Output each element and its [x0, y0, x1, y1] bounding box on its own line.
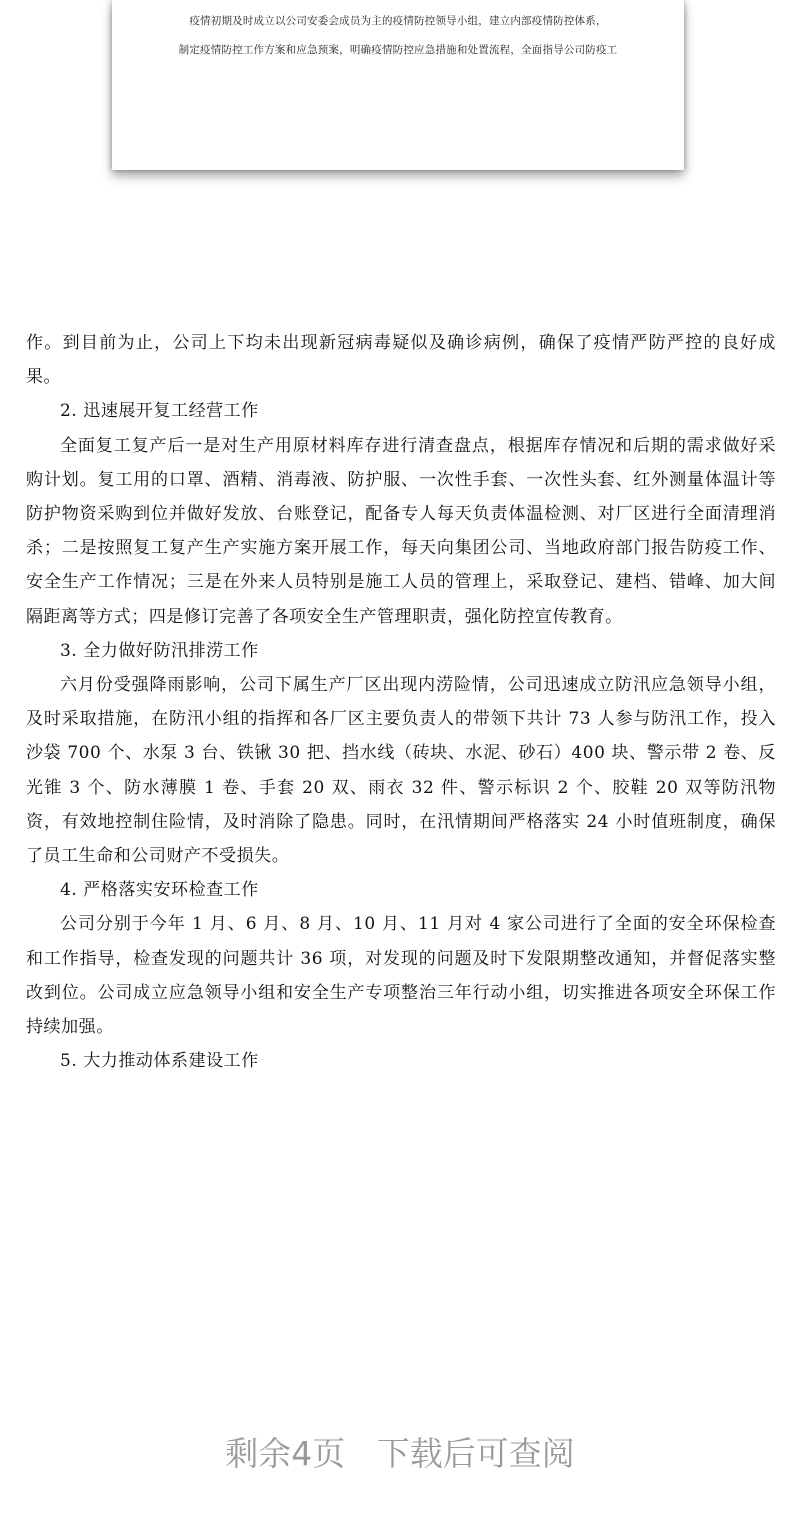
- document-body: [26, 326, 776, 1078]
- section-heading: 4. 严格落实安环检查工作: [60, 880, 259, 901]
- download-to-read-more-link[interactable]: 剩余4页 下载后可查阅: [225, 1434, 575, 1473]
- paragraph: 全面复工复产后一是对生产用原材料库存进行清查盘点，根据库存情况和后期的需求做好采购计划。复工用的口罩、酒精、消毒液、防护服、一次性手套、一次性头套、红外测量体温计等防护物资采购到位并做好发放、台账登记，配备专人每天负责体温检测、对厂区进行全面清理消杀；二是按照复工复产生产实施方案开展工作，每天向集团公司、当地政府部门报告防疫工作、安全生产工作情况；三是在外来人员特别是施工人员的管理上，采取登记、建档、错峰、加大间隔距离等方式；四是修订完善了各项安全生产管理职责，强化防控宣传教育。: [26, 435, 776, 627]
- section-heading: 3. 全力做好防汛排涝工作: [60, 640, 259, 661]
- page-preview-card: [112, 0, 684, 170]
- section-heading: 5. 大力推动体系建设工作: [60, 1051, 259, 1072]
- paragraph: 作。到目前为止，公司上下均未出现新冠病毒疑似及确诊病例，确保了疫情严防严控的良好成果。: [26, 333, 776, 388]
- paragraph: 公司分别于今年 1 月、6 月、8 月、10 月、11 月对 4 家公司进行了全面的安全环保检查和工作指导，检查发现的问题共计 36 项，对发现的问题及时下发限期整改通知，并督促落实整改到位。公司成立应急领导小组和安全生产专项整治三年行动小组，切实推进各项安全环保工作持续加强。: [26, 914, 776, 1038]
- section-heading: 2. 迅速展开复工经营工作: [60, 401, 259, 422]
- preview-text-line: 疫情初期及时成立以公司安委会成员为主的疫情防控领导小组，建立内部疫情防控体系，: [189, 15, 607, 27]
- preview-text-line: 制定疫情防控工作方案和应急预案，明确疫情防控应急措施和处置流程，全面指导公司防疫工: [178, 44, 618, 56]
- paragraph: 六月份受强降雨影响，公司下属生产厂区出现内涝险情，公司迅速成立防汛应急领导小组，及时采取措施，在防汛小组的指挥和各厂区主要负责人的带领下共计 73 人参与防汛工作，投入沙袋 700 个、水泵 3 台、铁锹 30 把、挡水线（砖块、水泥、砂石）400 块、警示带 2 卷、反光锥 3 个、防水薄膜 1 卷、手套 20 双、雨衣 32 件、警示标识 2 个、胶鞋 20 双等防汛物资，有效地控制住险情，及时消除了隐患。同时，在汛情期间严格落实 24 小时值班制度，确保了员工生命和公司财产不受损失。: [26, 675, 776, 867]
